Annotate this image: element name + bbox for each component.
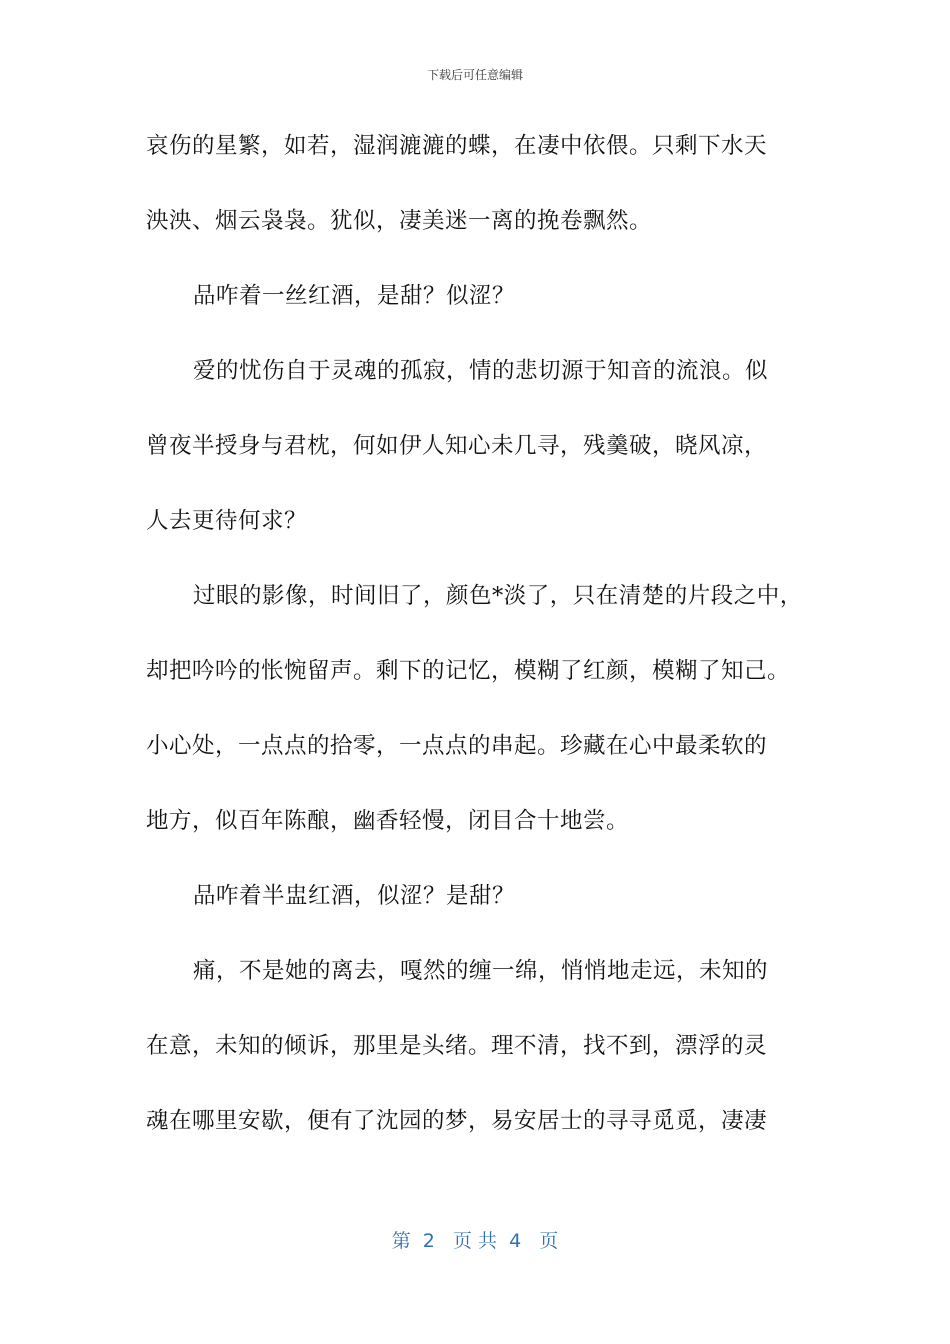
text-line: 人去更待何求？ xyxy=(146,508,308,534)
document-body xyxy=(146,127,814,1177)
paragraph-first-line: 品咋着一丝红酒，是甜？似涩？ xyxy=(193,283,516,309)
paragraph-first-line: 过眼的影像，时间旧了，颜色*淡了，只在清楚的片段之中， xyxy=(193,583,803,609)
paragraph-first-line: 品咋着半盅红酒，似涩？是甜？ xyxy=(193,883,516,909)
text-line: 在意，未知的倾诉，那里是头绪。理不清，找不到，漂浮的灵 xyxy=(146,1033,768,1059)
page-number-footer: 第 2 页 共 4 页 xyxy=(391,1230,559,1252)
paragraph-first-line: 痛，不是她的离去，嘎然的缠一绵，悄悄地走远，未知的 xyxy=(193,958,769,984)
text-line: 哀伤的星繁，如若，湿润漉漉的蝶，在凄中依偎。只剩下水天 xyxy=(146,133,768,159)
text-line: 泱泱、烟云袅袅。犹似，凄美迷一离的挽卷飘然。 xyxy=(146,208,653,234)
text-line: 曾夜半授身与君枕，何如伊人知心未几寻，残羹破，晓风凉， xyxy=(146,433,768,459)
text-line: 却把吟吟的怅惋留声。剩下的记忆，模糊了红颜，模糊了知己。 xyxy=(146,658,791,684)
text-line: 小心处，一点点的拾零，一点点的串起。珍藏在心中最柔软的 xyxy=(146,733,768,759)
paragraph-first-line: 爱的忧伤自于灵魂的孤寂，情的悲切源于知音的流浪。似 xyxy=(193,358,769,384)
header-note: 下载后可任意编辑 xyxy=(426,68,523,82)
text-line: 魂在哪里安歇，便有了沈园的梦，易安居士的寻寻觅觅，凄凄 xyxy=(146,1108,768,1134)
text-line: 地方，似百年陈酿，幽香轻慢，闭目合十地尝。 xyxy=(146,808,630,834)
